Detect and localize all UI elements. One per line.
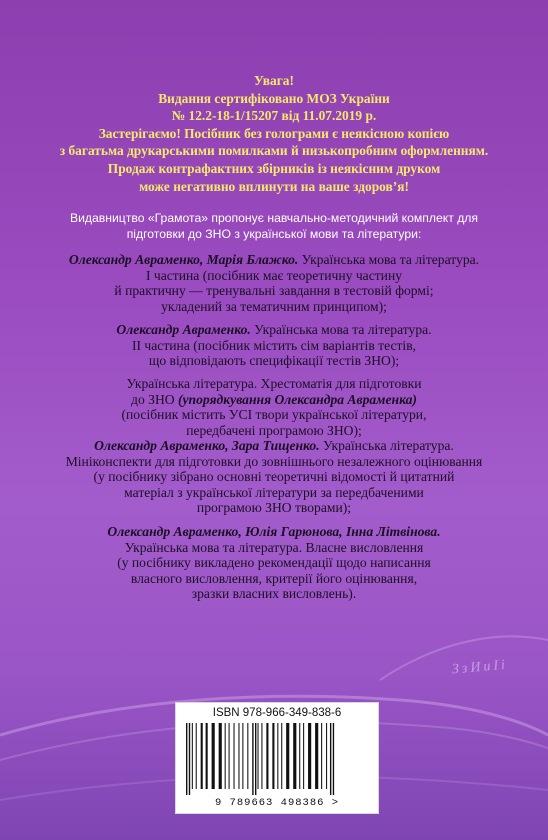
book-title: Українська мова та література. (250, 322, 432, 337)
barcode-bar (308, 723, 311, 789)
barcode-bar (206, 723, 208, 789)
barcode-bars (184, 723, 370, 795)
book-entry-1 (20, 252, 528, 314)
book-title-line (20, 252, 528, 268)
barcode-digits: 9 789663 498386 > (214, 797, 340, 809)
book-authors: Олександр Авраменко, Зара Тищенко. (94, 438, 320, 453)
book-entry-3 (20, 376, 528, 438)
book-title: Українська література. (319, 438, 454, 453)
barcode-bar (247, 723, 248, 789)
barcode-bar (258, 723, 259, 789)
book-authors: Олександр Авраменко, Юлія Гарюнова, Інна Літвінова. (107, 524, 441, 539)
isbn-text: ISBN 978-966-349-838-6 (212, 707, 342, 719)
book-desc-line: й практичну — тренувальні завдання в тестовій формі; (114, 283, 434, 299)
barcode-bar (186, 723, 187, 795)
barcode-bar (299, 723, 300, 789)
book-desc-line: (у посібнику зібрано основні теоретичні відомості й цитатний (93, 469, 455, 485)
barcode-bar (219, 723, 222, 789)
book-title-line (20, 322, 528, 338)
barcode-bar (252, 723, 253, 795)
barcode-bar (277, 723, 278, 789)
barcode-bar (333, 723, 334, 795)
barcode-bar (212, 723, 215, 789)
book-title-line (20, 438, 528, 454)
book-desc-line: Мініконспекти для підготовки до зовнішнього незалежного оцінювання (65, 453, 483, 469)
barcode-bar (321, 723, 322, 789)
book-entry-4 (20, 438, 528, 516)
warning-line: Продаж контрафактних збірників із неякісним друком (107, 160, 441, 176)
intro-line: підготовки до ЗНО з української мови та літератури: (126, 227, 422, 241)
book-desc-line: зразки власних висловлень). (191, 586, 357, 602)
warning-line: з багатьма друкарськими помилками й низькопробним оформленням. (59, 143, 489, 159)
barcode-bar (330, 723, 331, 795)
barcode-bar (266, 723, 268, 789)
barcode-bar (303, 723, 304, 789)
barcode-bar (192, 723, 193, 789)
barcode-bar (326, 723, 327, 789)
barcode-bar (272, 723, 274, 789)
book-title-line (20, 392, 528, 408)
book-desc-line: передбачені програмою ЗНО); (186, 422, 362, 438)
book-desc-line: (посібник містить УСІ твори української літератури, (121, 407, 427, 423)
warning-line: може негативно вплинути на ваше здоров’я! (139, 178, 409, 194)
book-desc-line: (у посібнику викладено рекомендації щодо написання (117, 555, 431, 571)
book-desc-line: власного висловлення, критерії його оцінювання, (130, 570, 418, 586)
book-authors: Олександр Авраменко. (116, 322, 251, 337)
book-editor: (упорядкування Олександра Авраменка) (178, 391, 417, 407)
book-desc-line: що відповідають специфікації тестів ЗНО); (148, 353, 400, 369)
book-desc-line: програмою ЗНО творами); (196, 500, 352, 516)
barcode-bar (286, 723, 289, 789)
barcode-bar (234, 723, 235, 789)
barcode-bar (196, 723, 197, 789)
barcode-bar (242, 723, 243, 789)
warning-line: Застерігаємо! Посібник без голограми є неякісною копією (98, 125, 450, 141)
book-desc-line: Українська мова та література. Власне висловлення (124, 539, 424, 555)
warning-line: Увага! (254, 73, 294, 88)
book-entry-2 (20, 322, 528, 369)
book-desc-line: І частина (посібник має теоретичну частину (145, 267, 403, 283)
intro-line: Видавництво «Грамота» пропонує навчально-методичний комплект для (69, 211, 479, 225)
warning-line: Видання сертифіковано МОЗ України (158, 90, 390, 106)
book-title-line (20, 524, 528, 540)
barcode-bar (261, 723, 262, 789)
book-title: до ЗНО (131, 391, 178, 407)
barcode-bar (201, 723, 203, 789)
book-desc-line: матеріал з української літератури за передбаченими (124, 484, 424, 500)
barcode-bar (229, 723, 230, 789)
book-title-line: Українська література. Хрестоматія для підготовки (126, 376, 422, 391)
book-entry-5 (20, 524, 528, 602)
barcode-bar (225, 723, 226, 789)
barcode-bar (238, 723, 239, 789)
barcode-bar (255, 723, 256, 795)
barcode-bar (315, 723, 318, 789)
book-authors: Олександр Авраменко, Марія Блажко. (68, 252, 299, 267)
barcode-bar (189, 723, 190, 795)
alphabet-watermark: ЗзИиІі (451, 657, 509, 678)
barcode-bar (293, 723, 296, 789)
publisher-intro (20, 210, 528, 242)
hologram-warning (20, 72, 528, 195)
barcode-label (175, 702, 379, 814)
warning-line: № 12.2-18-1/15207 від 11.07.2019 р. (171, 108, 377, 124)
barcode-bar (281, 723, 282, 789)
book-desc-line: ІІ частина (посібник містить сім варіантів тестів, (131, 337, 417, 353)
book-desc-line: укладений за тематичним принципом); (161, 298, 387, 314)
book-title: Українська мова та література. (298, 252, 480, 267)
